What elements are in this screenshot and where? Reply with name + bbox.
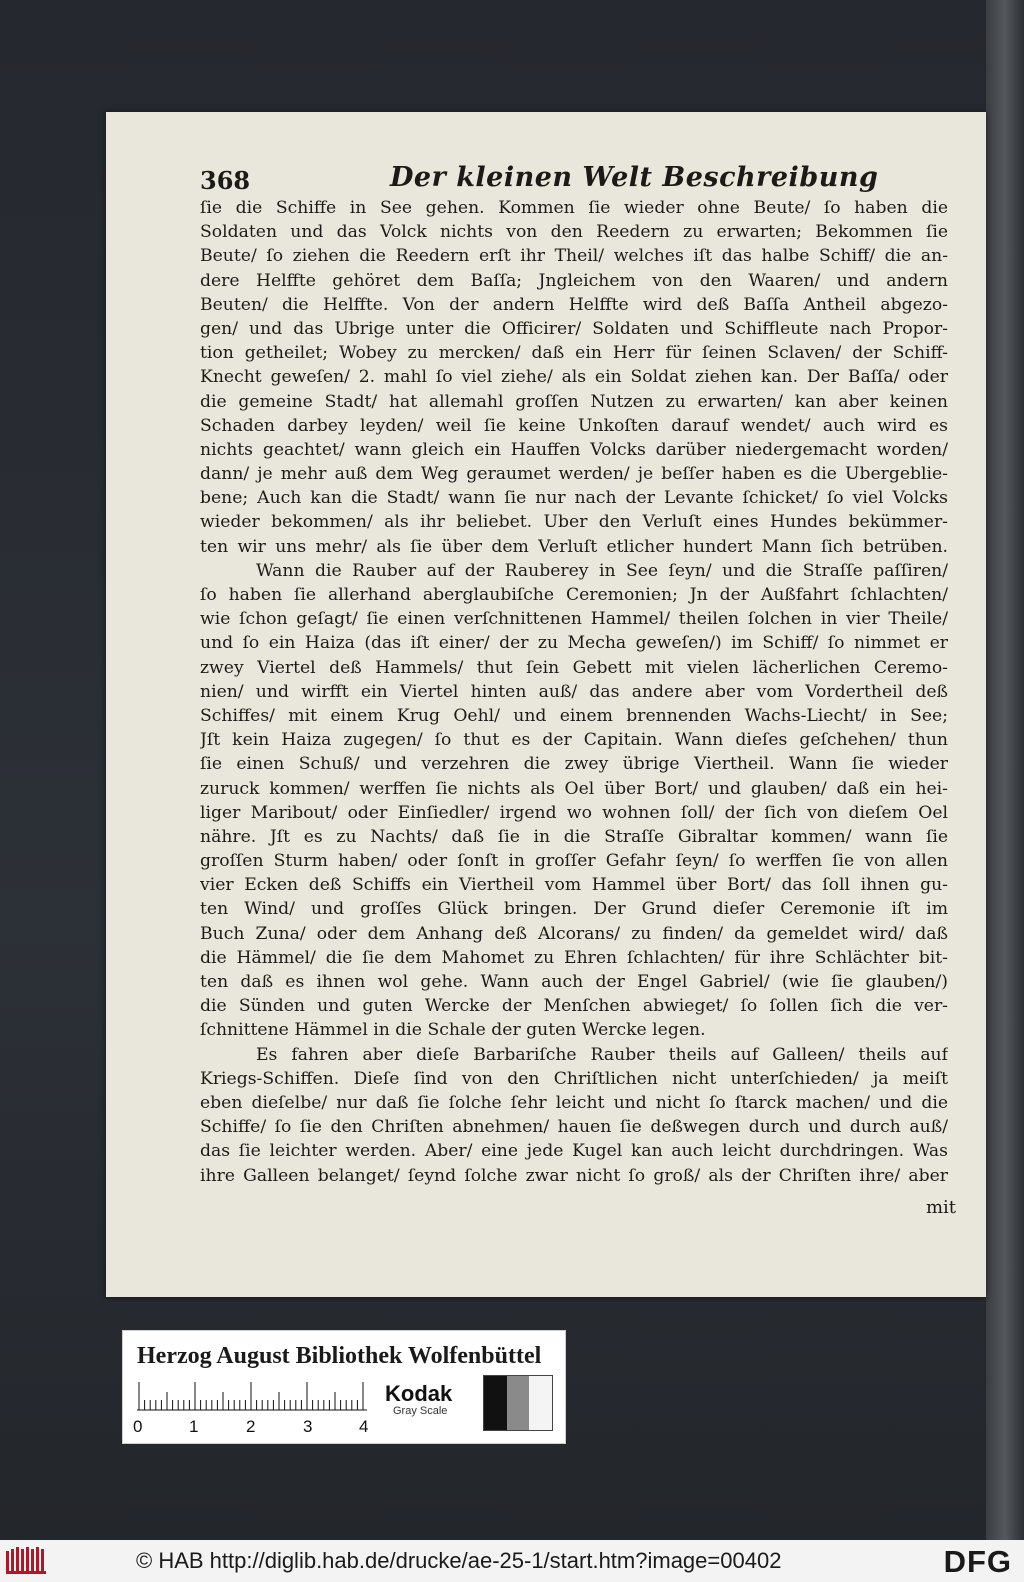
- text-line: Beute/ ſo ziehen die Reedern erſt ihr Theil/ welches iſt das halbe Schiff/ die an-: [200, 246, 948, 267]
- text-line: dere Helffte gehöret dem Baſſa; Jngleichem von den Waaren/ und andern: [200, 270, 948, 291]
- text-line: wie ſchon geſagt/ ſie einen verſchnittenen Hammel/ theilen ſolchen in vier Theile/: [200, 609, 948, 630]
- text-line: zuruck kommen/ werffen ſie nichts als Oel über Bort/ und glauben/ daß ein hei-: [200, 778, 948, 799]
- hab-logo-icon: [6, 1547, 48, 1575]
- ruler-label: 4: [359, 1417, 369, 1436]
- text-line: ſie die Schiffe in See gehen. Kommen ſie wieder ohne Beute/ ſo haben die: [200, 198, 948, 218]
- text-line: Schiffe/ ſo ſie den Chriſten abnehmen/ hauen ſie deßwegen durch und durch auß/: [200, 1117, 948, 1138]
- text-line: wieder bekommen/ als ihr beliebet. Uber den Verluſt eines Hundes bekümmer-: [200, 512, 948, 533]
- institution-name: Herzog August Bibliothek Wolfenbüttel: [137, 1343, 542, 1369]
- ruler-label: 0: [133, 1417, 143, 1436]
- text-line: und ſo ein Haiza (das iſt einer/ der zu Mecha geweſen/) im Schiff/ ſo nimmet er: [200, 633, 948, 654]
- text-line: Beuten/ die Helffte. Von der andern Helffte wird deß Baſſa Antheil abgezo-: [200, 294, 948, 315]
- ruler-label: 2: [246, 1417, 256, 1436]
- text-line: nichts geachtet/ wann gleich ein Hauffen Volcks darüber niedergemacht worden/: [200, 439, 948, 460]
- page-number: 368: [200, 166, 251, 195]
- text-line: ten daß es ihnen wol gehe. Wann auch der Engel Gabriel/ (wie ſie glauben/): [200, 972, 948, 992]
- text-line: dann/ je mehr auß dem Weg geraumet werden/ je beſſer haben es die Ubergeblie-: [200, 464, 948, 485]
- text-line: Es fahren aber dieſe Barbariſche Rauber theils auf Galleen/ theils auf: [256, 1044, 948, 1065]
- text-line: Schiffes/ mit einem Krug Oehl/ und einem brennenden Wachs-Liecht/ in See;: [200, 705, 948, 726]
- dfg-logo: DFG: [943, 1544, 1012, 1579]
- text-line: nien/ und wirfft ein Viertel hinten auß/ das andere aber vom Vordertheil deß: [200, 681, 948, 702]
- text-line: tion getheilet; Wobey zu mercken/ daß ein Herr für ſeinen Sclaven/ der Schiff-: [200, 343, 948, 364]
- ruler-numbers: [133, 1417, 373, 1439]
- text-line: ſo haben ſie allerhand aberglaubiſche Ceremonien; Jn der Außfahrt ſchlachten/: [200, 585, 948, 605]
- text-line: vier Ecken deß Schiffs ein Viertheil vom Hammel über Bort/ das ſoll ihnen gu-: [200, 875, 948, 896]
- footer-bar: [0, 1540, 1024, 1582]
- color-calibration-card: [122, 1330, 566, 1444]
- text-line: nähre. Jſt es zu Nachts/ daß ſie in die Straſſe Gibraltar kommen/ wann ſie: [200, 826, 948, 847]
- text-line: ihre Galleen belanget/ ſeynd ſolche zwar nicht ſo groß/ als der Chriſten ihre/ aber: [200, 1165, 948, 1186]
- text-line: die gemeine Stadt/ hat allemahl groſſen Nutzen zu erwarten/ kan aber keinen: [200, 391, 948, 412]
- gray-patch-mid: [507, 1376, 530, 1430]
- gray-scale-label: Gray Scale: [393, 1405, 448, 1417]
- gray-patch-black: [484, 1376, 507, 1430]
- ruler-label: 1: [189, 1417, 199, 1436]
- text-line: das ſie leichter werden. Aber/ eine jede Kugel kan auch leicht durchdringen. Was: [200, 1141, 948, 1162]
- text-line: Schaden darbey leyden/ weil ſie keine Unkoſten darauf wendet/ auch wird es: [200, 415, 948, 436]
- gray-scale-patches: [483, 1375, 553, 1431]
- text-line: bene; Auch kan die Stadt/ wann ſie nur nach der Levante ſchicket/ ſo viel Volcks: [200, 488, 948, 509]
- book-page: [106, 112, 986, 1297]
- text-line: Jſt kein Haiza zugegen/ ſo thut es der Capitain. Wann dieſes geſchehen/ thun: [200, 730, 948, 751]
- text-line: Knecht geweſen/ 2. mahl ſo viel ziehe/ als ein Soldat ziehen kan. Der Baſſa/ oder: [200, 367, 948, 388]
- running-title: Der kleinen Welt Beschreibung: [390, 162, 879, 193]
- text-line: Wann die Rauber auf der Rauberey in See ſeyn/ und die Straſſe paſſiren/: [256, 560, 948, 581]
- text-line: Buch Zuna/ oder dem Anhang deß Alcorans/ zu finden/ da gemeldet wird/ daß: [200, 923, 948, 944]
- text-line: liger Maribout/ oder Einſiedler/ irgend wo wohnen ſoll/ der ſich von dieſem Oel: [200, 802, 948, 823]
- kodak-logo: Kodak: [385, 1381, 453, 1406]
- text-line: die Sünden und guten Wercke der Menſchen abwieget/ ſo ſollen ſich die ver-: [200, 996, 948, 1017]
- text-line: ten wir uns mehr/ als ſie über dem Verluſt etlicher hundert Mann ſich betrüben.: [200, 536, 948, 557]
- ruler-label: 3: [303, 1417, 313, 1436]
- text-line: eben dieſelbe/ nur daß ſie ſolche ſehr leicht und nicht ſo ſtarck machen/ und die: [200, 1092, 948, 1113]
- text-line: groſſen Sturm haben/ oder ſonſt in groſſer Gefahr ſeyn/ ſo werffen ſie von allen: [200, 851, 948, 872]
- text-line: die Hämmel/ die ſie dem Mahomet zu Ehren ſchlachten/ für ihre Schlächter bit-: [200, 947, 948, 968]
- copyright-link[interactable]: © HAB http://diglib.hab.de/drucke/ae-25-1/start.htm?image=00402: [136, 1548, 782, 1573]
- text-line: ſie einen Schuß/ und verzehren die zwey übrige Viertheil. Wann ſie wieder: [200, 754, 948, 775]
- gray-patch-white: [529, 1376, 552, 1430]
- text-line: Kriegs-Schiffen. Dieſe ſind von den Chriſtlichen nicht unterſchieden/ ja meiſt: [200, 1068, 948, 1089]
- page-header: [200, 162, 945, 198]
- text-line: ſchnittene Hämmel in die Schale der guten Wercke legen.: [200, 1020, 706, 1041]
- book-edge: [986, 0, 1024, 1540]
- text-line: gen/ und das Ubrige unter die Officirer/ Soldaten und Schiffleute nach Propor-: [200, 318, 948, 339]
- text-line: Soldaten und das Volck nichts von den Reedern zu erwarten; Bekommen ſie: [200, 222, 948, 243]
- catchword: mit: [925, 1197, 956, 1218]
- text-line: zwey Viertel deß Hammels/ thut ſein Gebett mit vielen lächerlichen Ceremo-: [200, 657, 948, 678]
- ruler-scale: [137, 1381, 367, 1411]
- text-line: ten Wind/ und groſſes Glück bringen. Der Grund dieſer Ceremonie iſt im: [200, 899, 948, 920]
- body-text: [200, 196, 948, 1188]
